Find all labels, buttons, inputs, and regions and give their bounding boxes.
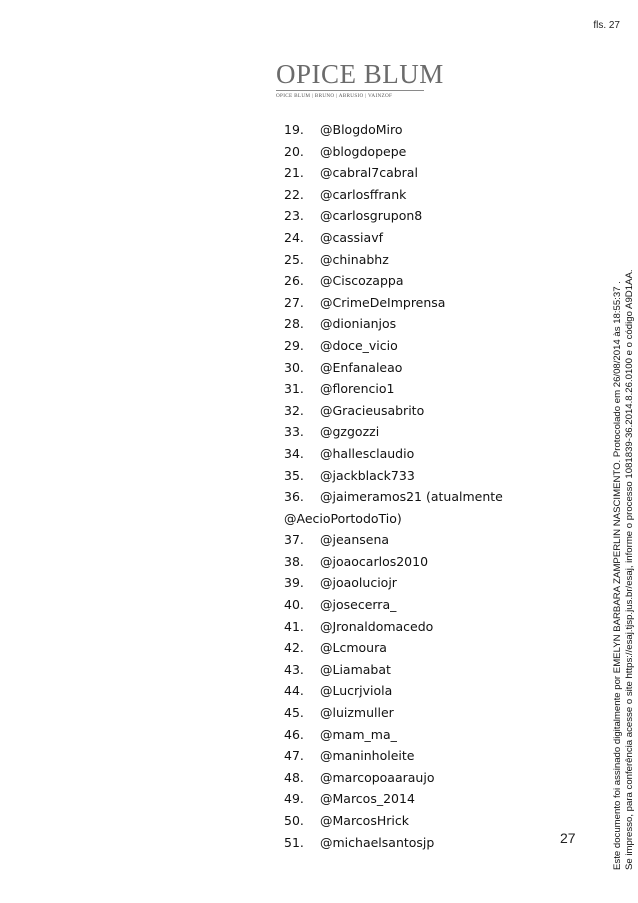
list-item-handle: @Ciscozappa <box>320 273 404 289</box>
list-item-number: 41. <box>284 618 304 634</box>
signature-stamp-line-2: Se impresso, para conferência acesse o site https://esaj.tjsp.jus.br/esaj, informe o processo 1081839-36.2014.8.26.0100 e o código A9D1AA. <box>624 269 635 870</box>
list-item-number: 48. <box>284 769 304 785</box>
list-item <box>284 551 524 573</box>
list-item-number: 32. <box>284 402 304 418</box>
list-item-handle: @joaoluciojr <box>320 575 397 591</box>
list-item-number: 49. <box>284 791 304 807</box>
list-item <box>284 227 524 249</box>
list-item <box>284 616 524 638</box>
list-item-handle: @Marcos_2014 <box>320 791 415 807</box>
list-item <box>284 594 524 616</box>
list-item <box>284 141 524 163</box>
list-item <box>284 529 524 551</box>
list-item-number: 23. <box>284 208 304 224</box>
list-item <box>284 767 524 789</box>
list-item-handle: @maninholeite <box>320 748 415 764</box>
list-item <box>284 184 524 206</box>
list-item <box>284 357 524 379</box>
list-item <box>284 486 524 508</box>
list-item-number: 25. <box>284 251 304 267</box>
list-item <box>284 572 524 594</box>
list-item-number: 24. <box>284 229 304 245</box>
list-item <box>284 205 524 227</box>
list-item-handle: @Lcmoura <box>320 640 387 656</box>
logo-tagline: OPICE BLUM | BRUNO | ABRUSIO | VAINZOF <box>276 93 393 99</box>
list-item-number: 28. <box>284 316 304 332</box>
list-item-number: 20. <box>284 143 304 159</box>
list-item <box>284 313 524 335</box>
list-item-handle: @chinabhz <box>320 251 389 267</box>
list-item <box>284 249 524 271</box>
list-item <box>284 680 524 702</box>
list-item-number: 34. <box>284 445 304 461</box>
list-item-handle: @dionianjos <box>320 316 397 332</box>
list-item-number: 50. <box>284 813 304 828</box>
list-item-number: 21. <box>284 165 304 181</box>
list-item-number: 22. <box>284 186 304 202</box>
list-item-number: 47. <box>284 748 304 764</box>
logo-wordmark: OPICE BLUM <box>276 59 444 89</box>
list-item <box>284 788 524 810</box>
list-item-handle: @luizmuller <box>320 705 394 721</box>
list-item-number: 42. <box>284 640 304 656</box>
list-item-handle: @josecerra_ <box>320 597 397 613</box>
list-item <box>284 443 524 465</box>
list-item-number: 39. <box>284 575 304 591</box>
list-item-handle: @Jronaldomacedo <box>320 618 434 634</box>
list-item-handle: @marcopoaaraujo <box>320 769 435 785</box>
list-item-handle: @CrimeDeImprensa <box>320 294 446 310</box>
list-item-handle: @jeansena <box>320 532 390 548</box>
list-item-handle: @BlogdoMiro <box>320 122 403 137</box>
list-item <box>284 832 524 854</box>
signature-stamp-line-1: Este documento foi assinado digitalmente por EMELYN BARBARA ZAMPERLIN NASCIMENTO. Protocolado em 26/08/2014 às 18:55:37 . <box>612 281 623 870</box>
list-item-number: 43. <box>284 661 304 677</box>
list-item <box>284 637 524 659</box>
list-item-number: 38. <box>284 553 304 569</box>
list-item-handle: @cabral7cabral <box>320 165 418 181</box>
list-item-handle: @jaimeramos21 (atualmente <box>320 489 503 505</box>
page-folio: fls. 27 <box>593 20 620 31</box>
list-item <box>284 119 524 141</box>
list-item-handle: @doce_vicio <box>320 337 398 353</box>
list-item-handle: @MarcosHrick <box>320 813 409 828</box>
list-item <box>284 378 524 400</box>
list-item-handle: @joaocarlos2010 <box>320 553 429 569</box>
firm-logo <box>276 59 444 99</box>
list-item-handle: @carlosffrank <box>320 186 407 202</box>
list-item-number: 36. <box>284 489 304 505</box>
list-item <box>284 162 524 184</box>
list-item-number: 33. <box>284 424 304 440</box>
list-item-number: 26. <box>284 273 304 289</box>
list-item <box>284 400 524 422</box>
list-item <box>284 724 524 746</box>
list-item <box>284 745 524 767</box>
list-item-handle: @carlosgrupon8 <box>320 208 423 224</box>
list-item-number: 29. <box>284 337 304 353</box>
list-item-handle: @Liamabat <box>320 661 391 677</box>
list-item-number: 44. <box>284 683 304 699</box>
list-item <box>284 292 524 314</box>
list-item-handle: @gzgozzi <box>320 424 380 440</box>
list-item <box>284 421 524 443</box>
list-item-handle: @cassiavf <box>320 229 383 245</box>
list-item <box>284 465 524 487</box>
list-item-handle: @florencio1 <box>320 381 395 397</box>
handle-list <box>284 119 524 853</box>
list-item-number: 27. <box>284 294 304 310</box>
list-item-number: 19. <box>284 122 304 137</box>
list-item <box>284 270 524 292</box>
logo-divider <box>276 90 424 91</box>
list-item-handle: @mam_ma_ <box>320 726 397 742</box>
page-number: 27 <box>560 830 576 846</box>
list-item-handle: @blogdopepe <box>320 143 407 159</box>
list-item-number: 30. <box>284 359 304 375</box>
list-item-number: 40. <box>284 597 304 613</box>
list-item-number: 31. <box>284 381 304 397</box>
list-item <box>284 702 524 724</box>
list-item-number: 37. <box>284 532 304 548</box>
list-item-number: 45. <box>284 705 304 721</box>
list-item-continuation: @AecioPortodoTio) <box>284 510 402 526</box>
list-item-handle: @Gracieusabrito <box>320 402 425 418</box>
list-item-number: 46. <box>284 726 304 742</box>
list-item-handle: @jackblack733 <box>320 467 415 483</box>
list-item-handle: @hallesclaudio <box>320 445 415 461</box>
list-item <box>284 810 524 832</box>
list-item-handle: @Lucrjviola <box>320 683 393 699</box>
list-item <box>284 508 524 530</box>
list-item-handle: @Enfanaleao <box>320 359 403 375</box>
list-item-number: 35. <box>284 467 304 483</box>
list-item-number: 51. <box>284 834 304 850</box>
list-item <box>284 659 524 681</box>
list-item <box>284 335 524 357</box>
list-item-handle: @michaelsantosjp <box>320 834 435 850</box>
signature-stamp <box>612 269 636 870</box>
